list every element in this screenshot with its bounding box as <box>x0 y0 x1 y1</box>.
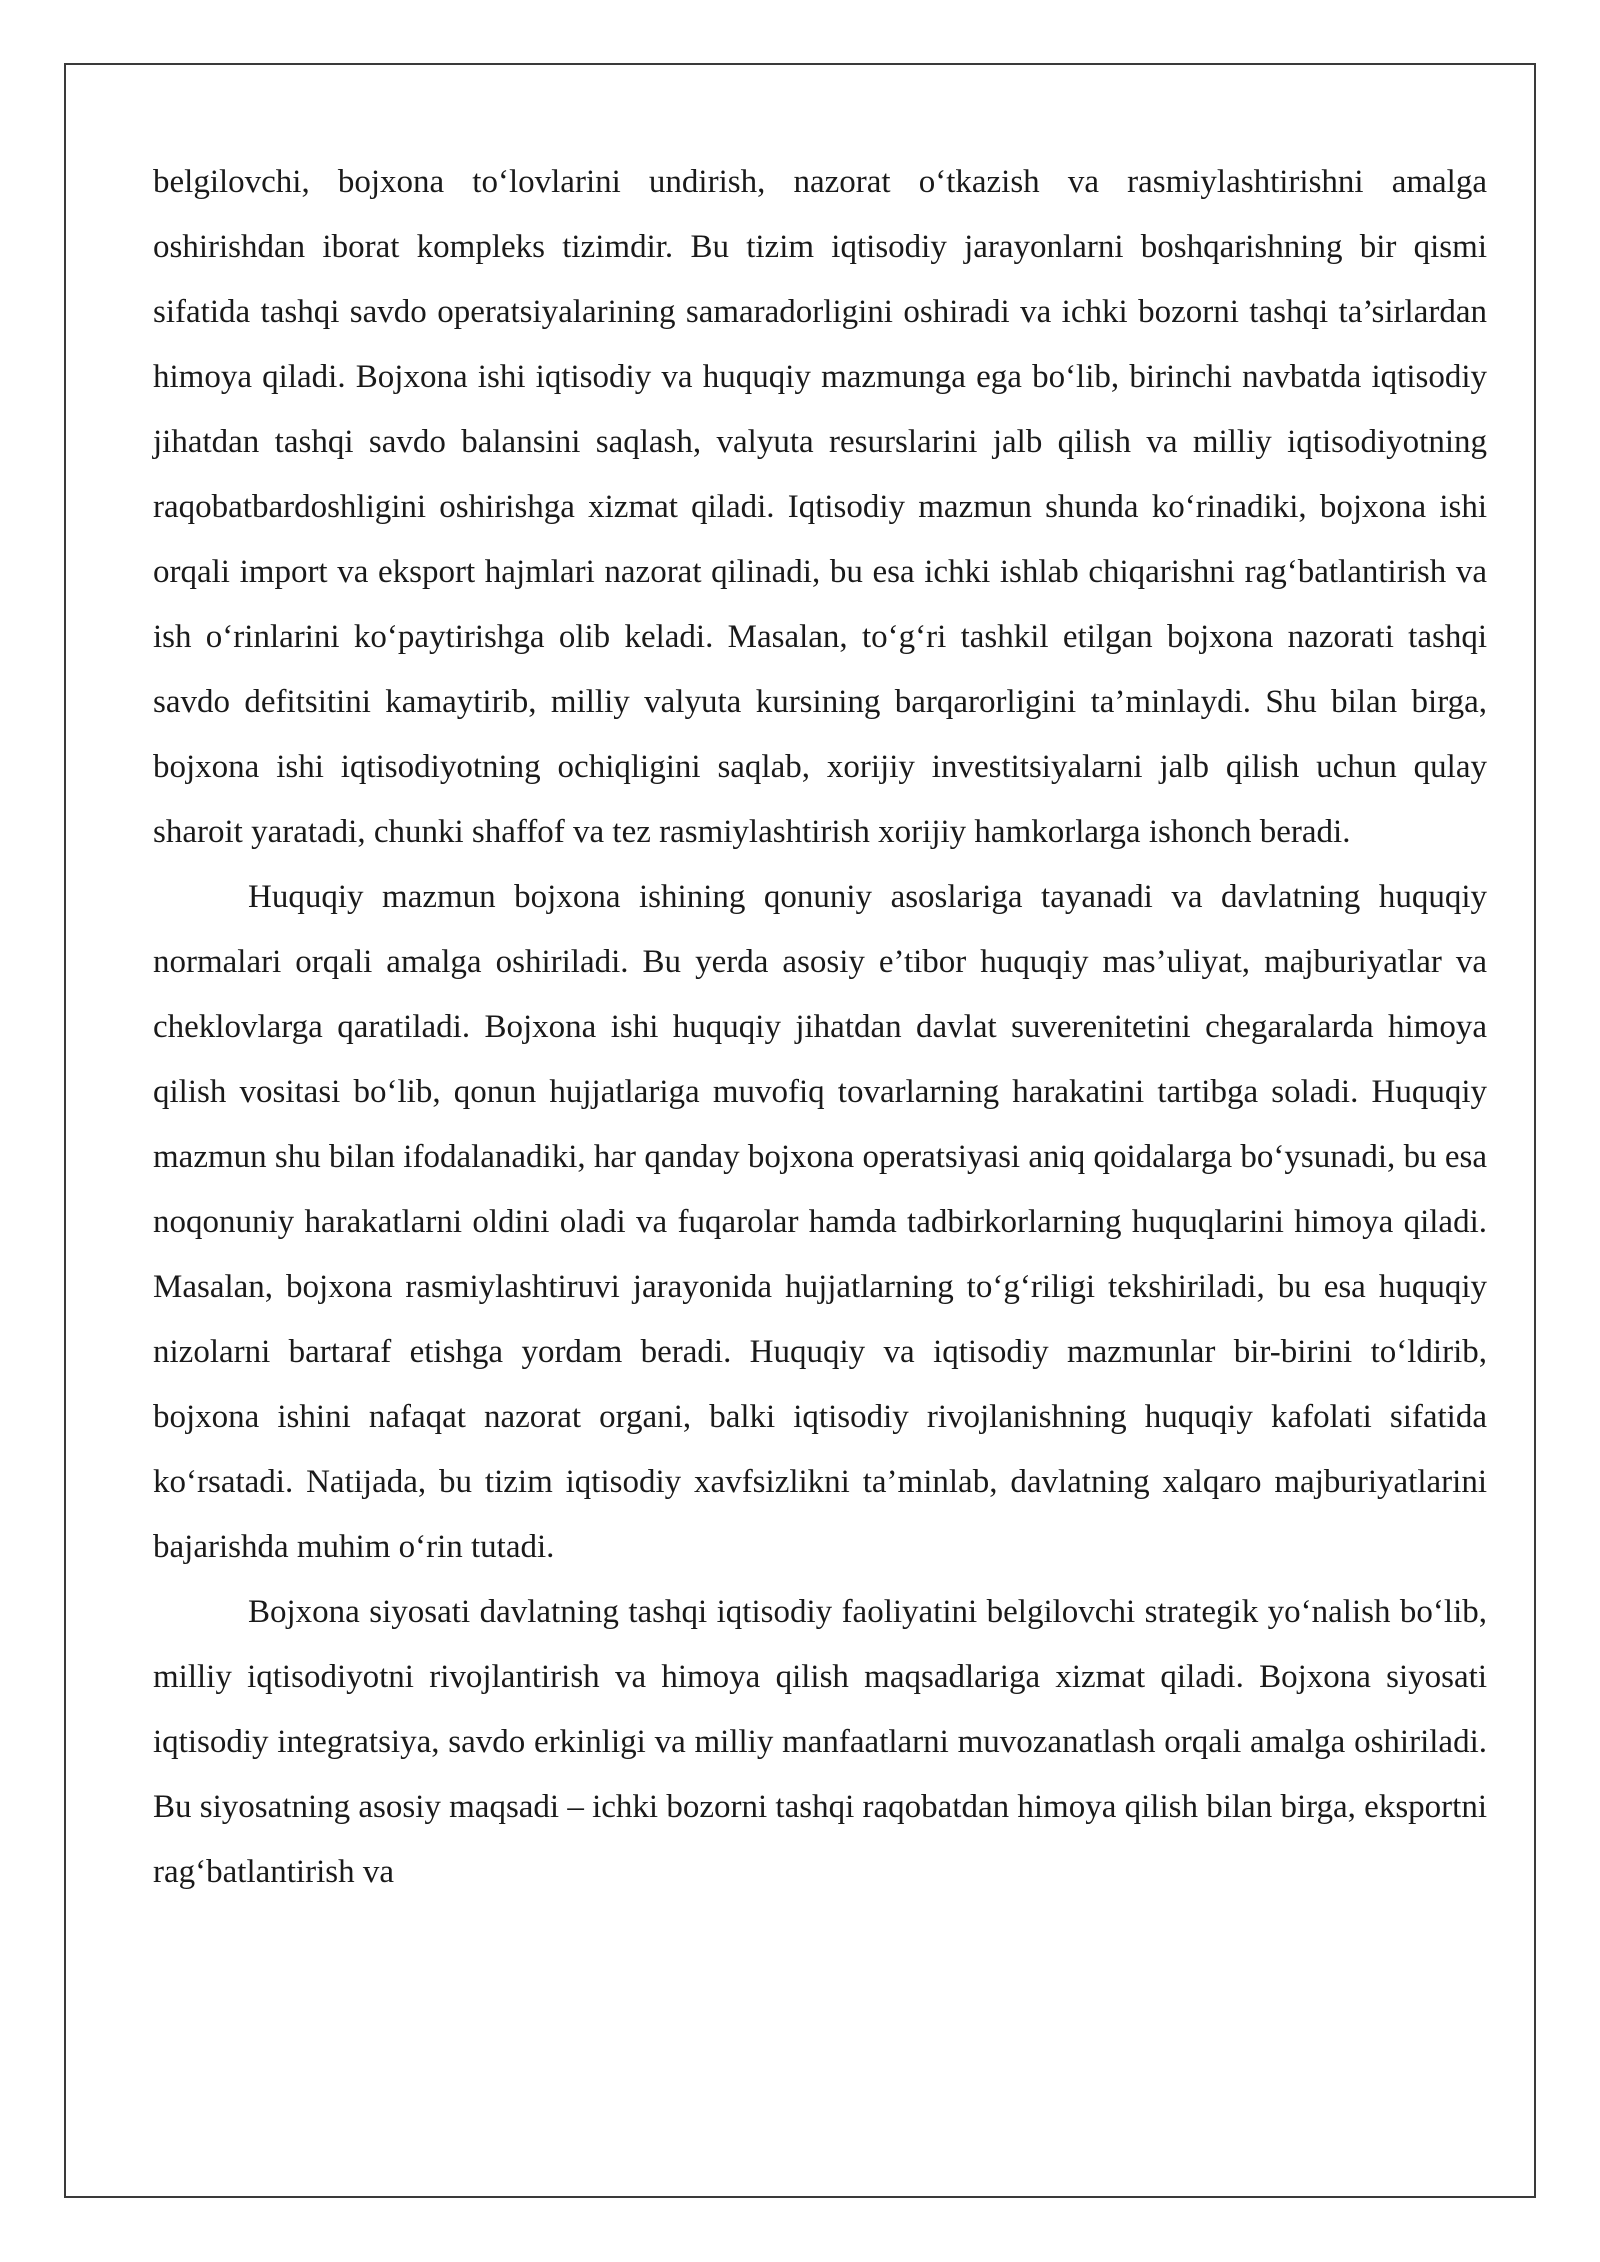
paragraph-3: Bojxona siyosati davlatning tashqi iqtisodiy faoliyatini belgilovchi strategik yo‘nalish bo‘lib, milliy iqtisodiyotni rivojlantirish va himoya qilish maqsadlariga xizmat qiladi. Bojxona siyosati iqtisodiy integratsiya, savdo erkinligi va milliy manfaatlarni muvozanatlash orqali amalga oshiriladi. Bu siyosatning asosiy maqsadi – ichki bozorni tashqi raqobatdan himoya qilish bilan birga, eksportni rag‘batlantirish va <box>153 1594 1487 1890</box>
paragraph-1: belgilovchi, bojxona to‘lovlarini undirish, nazorat o‘tkazish va rasmiylashtirishni amalga oshirishdan iborat kompleks tizimdir. Bu tizim iqtisodiy jarayonlarni boshqarishning bir qismi sifatida tashqi savdo operatsiyalarining samaradorligini oshiradi va ichki bozorni tashqi ta’sirlardan himoya qiladi. Bojxona ishi iqtisodiy va huquqiy mazmunga ega bo‘lib, birinchi navbatda iqtisodiy jihatdan tashqi savdo balansini saqlash, valyuta resurslarini jalb qilish va milliy iqtisodiyotning raqobatbardoshligini oshirishga xizmat qiladi. Iqtisodiy mazmun shunda ko‘rinadiki, bojxona ishi orqali import va eksport hajmlari nazorat qilinadi, bu esa ichki ishlab chiqarishni rag‘batlantirish va ish o‘rinlarini ko‘paytirishga olib keladi. Masalan, to‘g‘ri tashkil etilgan bojxona nazorati tashqi savdo defitsitini kamaytirib, milliy valyuta kursining barqarorligini ta’minlaydi. Shu bilan birga, bojxona ishi iqtisodiyotning ochiqligini saqlab, xorijiy investitsiyalarni jalb qilish uchun qulay sharoit yaratadi, chunki shaffof va tez rasmiylashtirish xorijiy hamkorlarga ishonch beradi. <box>153 164 1487 850</box>
document-body <box>153 150 1487 1905</box>
paragraph-2: Huquqiy mazmun bojxona ishining qonuniy asoslariga tayanadi va davlatning huquqiy normalari orqali amalga oshiriladi. Bu yerda asosiy e’tibor huquqiy mas’uliyat, majburiyatlar va cheklovlarga qaratiladi. Bojxona ishi huquqiy jihatdan davlat suverenitetini chegaralarda himoya qilish vositasi bo‘lib, qonun hujjatlariga muvofiq tovarlarning harakatini tartibga soladi. Huquqiy mazmun shu bilan ifodalanadiki, har qanday bojxona operatsiyasi aniq qoidalarga bo‘ysunadi, bu esa noqonuniy harakatlarni oldini oladi va fuqarolar hamda tadbirkorlarning huquqlarini himoya qiladi. Masalan, bojxona rasmiylashtiruvi jarayonida hujjatlarning to‘g‘riligi tekshiriladi, bu esa huquqiy nizolarni bartaraf etishga yordam beradi. Huquqiy va iqtisodiy mazmunlar bir-birini to‘ldirib, bojxona ishini nafaqat nazorat organi, balki iqtisodiy rivojlanishning huquqiy kafolati sifatida ko‘rsatadi. Natijada, bu tizim iqtisodiy xavfsizlikni ta’minlab, davlatning xalqaro majburiyatlarini bajarishda muhim o‘rin tutadi. <box>153 879 1487 1565</box>
